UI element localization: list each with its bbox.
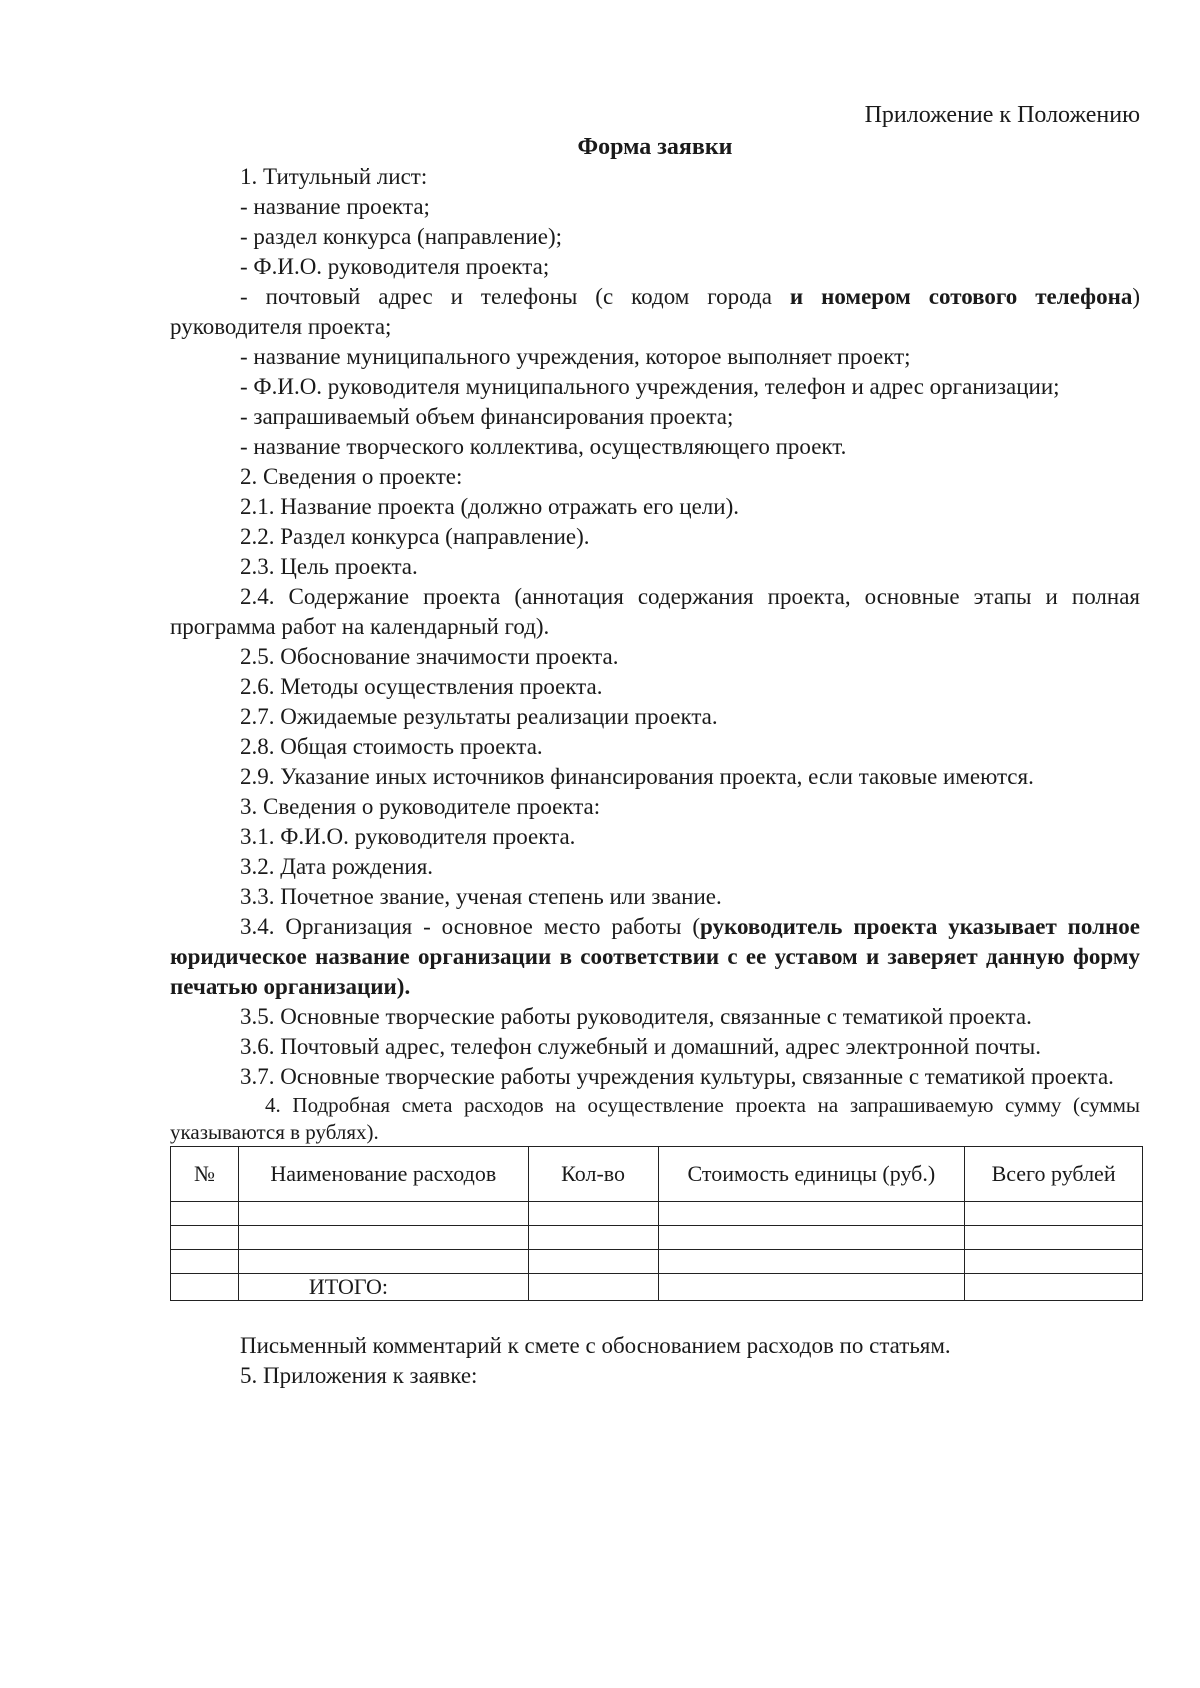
table-cell	[658, 1250, 965, 1274]
table-cell	[238, 1250, 528, 1274]
paragraph-text: 3.4. Организация - основное место работы (	[240, 914, 701, 939]
table-row	[171, 1250, 1143, 1274]
paragraph-bold-text: руководитель проекта указывает полное юридическое название организации в соответствии с ее уставом и заверяет данную форму печатью организации).	[170, 914, 1140, 999]
estimate-intro: 4. Подробная смета расходов на осуществление проекта на запрашиваемую сумму (суммы указываются в рублях).	[170, 1093, 1140, 1144]
col-header-total-rubles: Всего рублей	[965, 1147, 1143, 1202]
paragraph: 2.4. Содержание проекта (аннотация содержания проекта, основные этапы и полная программа работ на календарный год).	[170, 584, 1140, 639]
paragraph: - раздел конкурса (направление);	[240, 224, 563, 249]
paragraph: 2.2. Раздел конкурса (направление).	[240, 524, 590, 549]
estimate-body	[171, 1202, 1143, 1301]
total-label: ИТОГО:	[238, 1274, 528, 1301]
table-cell	[238, 1226, 528, 1250]
paragraph: 2.1. Название проекта (должно отражать его цели).	[240, 494, 740, 519]
paragraph: - запрашиваемый объем финансирования проекта;	[240, 404, 734, 429]
appendix-label: Приложение к Положению	[864, 102, 1140, 128]
document-page	[170, 100, 1140, 1391]
paragraph: - название муниципального учреждения, которое выполняет проект;	[240, 344, 911, 369]
table-cell	[171, 1226, 239, 1250]
paragraph-text: ) руководителя проекта;	[170, 284, 1140, 339]
paragraph: - название проекта;	[240, 194, 430, 219]
paragraph: - Ф.И.О. руководителя проекта;	[240, 254, 550, 279]
table-cell	[528, 1202, 658, 1226]
paragraph: 1. Титульный лист:	[240, 164, 428, 189]
col-header-unit-cost: Стоимость единицы (руб.)	[658, 1147, 965, 1202]
form-title: Форма заявки	[577, 134, 733, 160]
paragraph: - Ф.И.О. руководителя муниципального учреждения, телефон и адрес организации;	[240, 374, 1060, 399]
paragraph: 3.6. Почтовый адрес, телефон служебный и домашний, адрес электронной почты.	[240, 1034, 1042, 1059]
total-row	[171, 1274, 1143, 1301]
table-cell	[658, 1274, 965, 1301]
table-row	[171, 1226, 1143, 1250]
col-header-number: №	[171, 1147, 239, 1202]
paragraph-list	[170, 162, 1140, 1092]
paragraph: 2.5. Обоснование значимости проекта.	[240, 644, 619, 669]
table-cell	[528, 1250, 658, 1274]
paragraph: 2.9. Указание иных источников финансирования проекта, если таковые имеются.	[240, 764, 1034, 789]
table-cell	[528, 1226, 658, 1250]
col-header-expense-name: Наименование расходов	[238, 1147, 528, 1202]
col-header-quantity: Кол-во	[528, 1147, 658, 1202]
paragraph: - название творческого коллектива, осуществляющего проект.	[240, 434, 847, 459]
estimate-table	[170, 1146, 1143, 1301]
table-cell	[965, 1226, 1143, 1250]
table-cell	[528, 1274, 658, 1301]
paragraph: 3.3. Почетное звание, ученая степень или звание.	[240, 884, 722, 909]
paragraph-text: - почтовый адрес и телефоны (с кодом города	[240, 284, 790, 309]
table-cell	[171, 1202, 239, 1226]
paragraph: 3.7. Основные творческие работы учреждения культуры, связанные с тематикой проекта.	[240, 1064, 1114, 1089]
table-cell	[171, 1250, 239, 1274]
table-cell	[171, 1274, 239, 1301]
paragraph: 3.5. Основные творческие работы руководителя, связанные с тематикой проекта.	[240, 1004, 1032, 1029]
table-cell	[658, 1202, 965, 1226]
attachments-heading: 5. Приложения к заявке:	[240, 1363, 478, 1388]
paragraph: 2.3. Цель проекта.	[240, 554, 418, 579]
paragraph: 2.8. Общая стоимость проекта.	[240, 734, 543, 759]
paragraph	[170, 912, 1140, 1002]
table-cell	[965, 1250, 1143, 1274]
estimate-comment: Письменный комментарий к смете с обоснованием расходов по статьям.	[240, 1333, 951, 1358]
paragraph-bold-text: и номером сотового телефона	[789, 284, 1133, 309]
table-row	[171, 1202, 1143, 1226]
table-cell	[965, 1202, 1143, 1226]
table-cell	[238, 1202, 528, 1226]
estimate-header-row	[171, 1147, 1143, 1202]
table-cell	[658, 1226, 965, 1250]
paragraph	[170, 282, 1140, 342]
paragraph: 3.2. Дата рождения.	[240, 854, 434, 879]
paragraph: 2.7. Ожидаемые результаты реализации проекта.	[240, 704, 718, 729]
paragraph: 2. Сведения о проекте:	[240, 464, 463, 489]
paragraph: 3. Сведения о руководителе проекта:	[240, 794, 601, 819]
paragraph: 2.6. Методы осуществления проекта.	[240, 674, 603, 699]
table-cell	[965, 1274, 1143, 1301]
paragraph: 3.1. Ф.И.О. руководителя проекта.	[240, 824, 576, 849]
